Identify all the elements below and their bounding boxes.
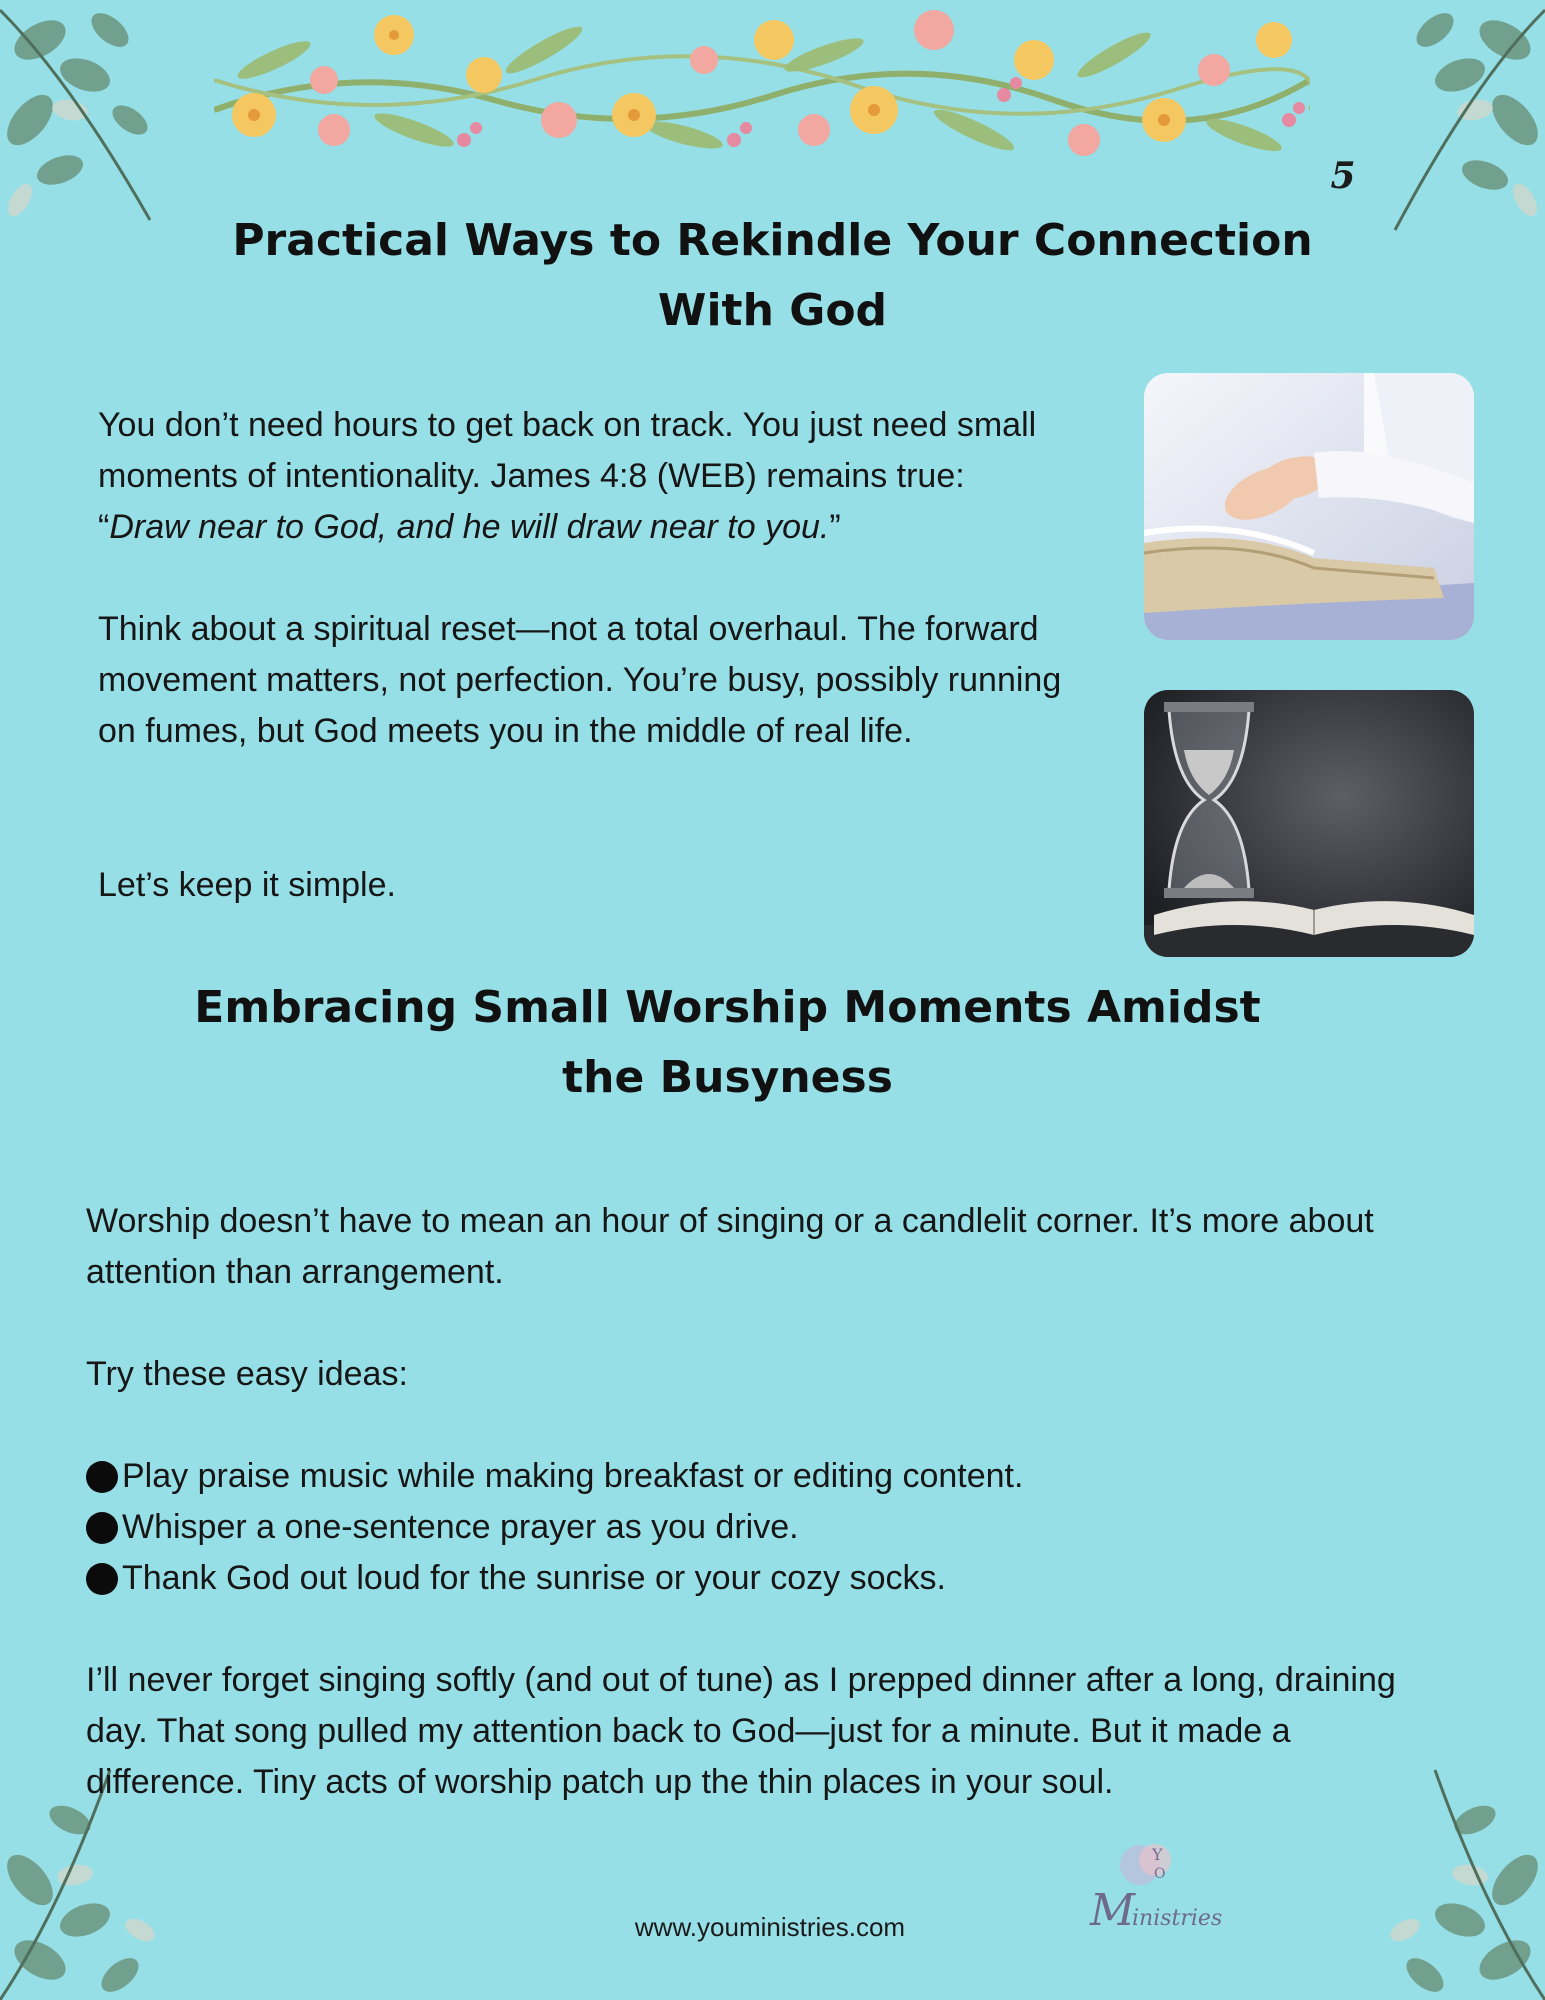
idea-text: Play praise music while making breakfast or editing content. [122, 1457, 1024, 1495]
idea-text: Thank God out loud for the sunrise or your cozy socks. [122, 1559, 946, 1597]
section-heading-rekindle: Practical Ways to Rekindle Your Connection With God [232, 215, 1313, 336]
list-item [86, 1553, 1386, 1604]
page-number: 5 [1330, 155, 1356, 197]
intro-lead-text: You don’t need hours to get back on track. You just need small moments of intentionality. James 4:8 (WEB) remains true: “ [98, 406, 1037, 546]
footer-website-link[interactable]: www.youministries.com [634, 1912, 906, 1942]
bullet-icon [86, 1512, 118, 1544]
ideas-list [86, 1451, 1386, 1604]
section-heading-worship: Embracing Small Worship Moments Amidst the Busyness [194, 982, 1261, 1103]
hourglass-bible-photo [1144, 690, 1474, 957]
reset-paragraph: Think about a spiritual reset—not a total overhaul. The forward movement matters, not perfection. You’re busy, possibly running on fumes, but God meets you in the middle of real life. [98, 610, 1062, 750]
intro-paragraph [98, 400, 1058, 553]
idea-text: Whisper a one-sentence prayer as you drive. [122, 1508, 799, 1546]
list-item [86, 1502, 1386, 1553]
floral-banner [214, 0, 1310, 178]
try-ideas-label: Try these easy ideas: [86, 1355, 408, 1393]
worship-paragraph: Worship doesn’t have to mean an hour of singing or a candlelit corner. It’s more about attention than arrangement. [86, 1202, 1374, 1291]
eucalyptus-corner-top-right [1355, 0, 1545, 250]
ministries-logo [1080, 1830, 1250, 1950]
svg-text:O: O [1154, 1866, 1166, 1882]
svg-text:M: M [1090, 1885, 1136, 1936]
story-paragraph: I’ll never forget singing softly (and out of tune) as I prepped dinner after a long, draining day. That song pulled my attention back to God—just for a minute. But it made a difference. Tiny acts of worship patch up the thin places in your soul. [86, 1661, 1396, 1801]
eucalyptus-corner-top-left [0, 0, 190, 250]
intro-tail-text: ” [829, 508, 841, 546]
praying-hands-photo [1144, 373, 1474, 640]
bullet-icon [86, 1461, 118, 1493]
svg-text:Y: Y [1152, 1845, 1163, 1864]
simple-paragraph: Let’s keep it simple. [98, 866, 396, 904]
list-item [86, 1451, 1386, 1502]
svg-text:inistries: inistries [1132, 1906, 1223, 1931]
scripture-quote: Draw near to God, and he will draw near to you. [109, 508, 830, 546]
bullet-icon [86, 1563, 118, 1595]
